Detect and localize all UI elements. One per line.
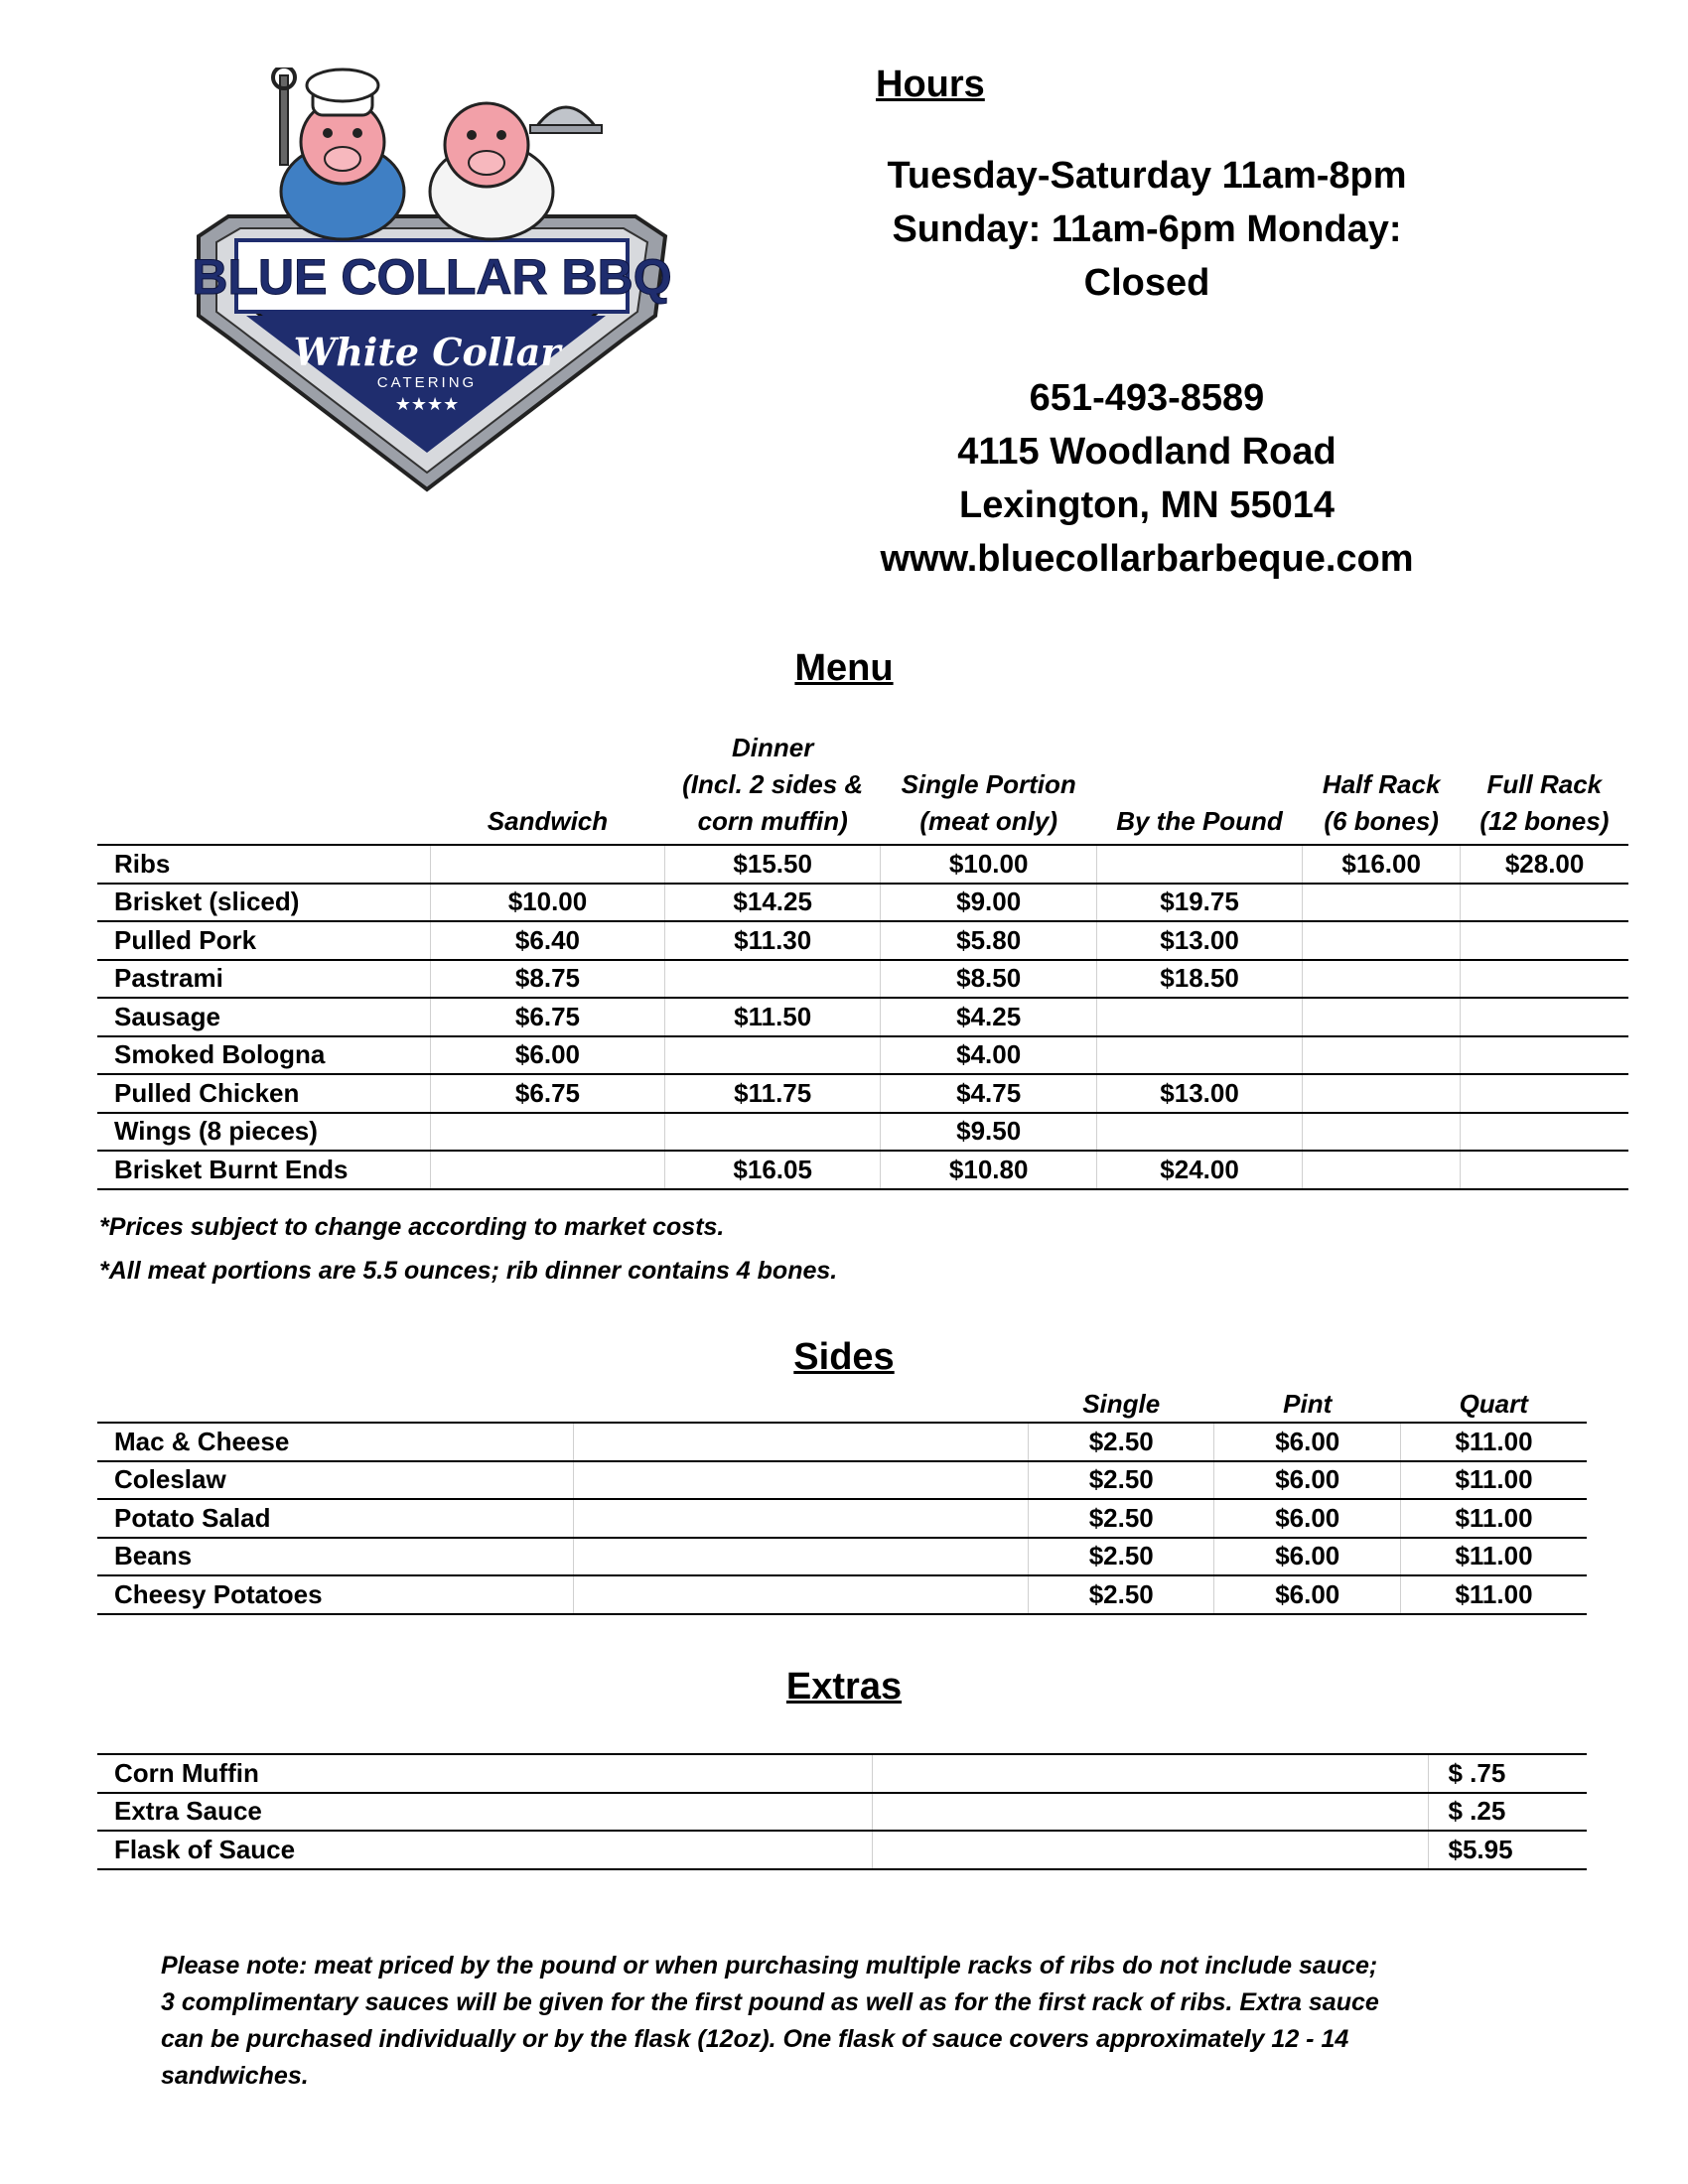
- side-price-quart: $11.00: [1400, 1575, 1587, 1614]
- menu-price-sandwich: $6.40: [430, 921, 664, 960]
- extras-title: Extras: [785, 1666, 903, 1707]
- menu-price-dinner: [664, 960, 881, 999]
- menu-price-single: $9.50: [881, 1113, 1097, 1152]
- menu-item-name: Sausage: [97, 998, 430, 1036]
- street-address: 4115 Woodland Road: [957, 431, 1336, 473]
- extras-spacer-cell: [872, 1793, 1428, 1832]
- footnote-line: sandwiches.: [161, 2062, 309, 2090]
- side-price-pint: $6.00: [1214, 1538, 1401, 1576]
- menu-item-name: Wings (8 pieces): [97, 1113, 430, 1152]
- hours-line: Tuesday-Saturday 11am-8pm: [887, 155, 1407, 197]
- hours-title: Hours: [876, 64, 985, 105]
- menu-price-sandwich: $6.00: [430, 1036, 664, 1075]
- menu-price-single: $9.00: [881, 884, 1097, 922]
- extras-row: [97, 1793, 1587, 1832]
- left-pig-chef-icon: [273, 68, 404, 239]
- menu-row: [97, 921, 1628, 960]
- sauce-footnote: [161, 1948, 1472, 2095]
- sides-col-single: Single: [1028, 1382, 1214, 1423]
- sides-spacer-cell: [573, 1499, 1028, 1538]
- extras-spacer-cell: [872, 1754, 1428, 1793]
- menu-note-portions: *All meat portions are 5.5 ounces; rib dinner contains 4 bones.: [99, 1257, 838, 1285]
- menu-price-pound: [1096, 1036, 1302, 1075]
- side-item-name: Coleslaw: [97, 1461, 573, 1500]
- menu-row: [97, 1113, 1628, 1152]
- extras-row: [97, 1754, 1587, 1793]
- menu-item-name: Smoked Bologna: [97, 1036, 430, 1075]
- menu-price-half: [1303, 1036, 1461, 1075]
- phone-number: 651-493-8589: [1029, 377, 1265, 419]
- menu-price-dinner: [664, 1036, 881, 1075]
- menu-price-pound: $13.00: [1096, 921, 1302, 960]
- menu-price-half: [1303, 998, 1461, 1036]
- side-price-pint: $6.00: [1214, 1575, 1401, 1614]
- menu-price-dinner: $16.05: [664, 1151, 881, 1189]
- menu-price-full: [1461, 1151, 1628, 1189]
- menu-price-full: [1461, 1113, 1628, 1152]
- menu-price-pound: $13.00: [1096, 1074, 1302, 1113]
- logo-brand-text: BLUE COLLAR BBQ: [192, 249, 672, 305]
- sides-row: [97, 1499, 1587, 1538]
- menu-price-dinner: $15.50: [664, 845, 881, 884]
- logo-sub-brand-text: White Collar: [293, 330, 561, 374]
- menu-price-dinner: [664, 1113, 881, 1152]
- menu-price-sandwich: $10.00: [430, 884, 664, 922]
- city-state-zip: Lexington, MN 55014: [959, 484, 1335, 526]
- side-item-name: Cheesy Potatoes: [97, 1575, 573, 1614]
- logo-catering-text: CATERING: [376, 374, 478, 391]
- menu-row: [97, 1151, 1628, 1189]
- menu-row: [97, 845, 1628, 884]
- menu-item-name: Pulled Chicken: [97, 1074, 430, 1113]
- menu-price-sandwich: [430, 1151, 664, 1189]
- menu-price-pound: $19.75: [1096, 884, 1302, 922]
- footnote-line: 3 complimentary sauces will be given for the first pound as well as for the first rack of ribs. Extra sauce: [161, 1988, 1379, 2016]
- menu-header-row: [97, 730, 1628, 845]
- side-price-quart: $11.00: [1400, 1423, 1587, 1461]
- menu-price-half: $16.00: [1303, 845, 1461, 884]
- side-price-single: $2.50: [1028, 1461, 1214, 1500]
- extra-item-name: Flask of Sauce: [97, 1831, 872, 1869]
- sides-row: [97, 1461, 1587, 1500]
- menu-price-half: [1303, 1151, 1461, 1189]
- sides-col-quart: Quart: [1400, 1382, 1587, 1423]
- menu-price-sandwich: $8.75: [430, 960, 664, 999]
- side-price-single: $2.50: [1028, 1538, 1214, 1576]
- menu-price-sandwich: [430, 845, 664, 884]
- side-price-pint: $6.00: [1214, 1499, 1401, 1538]
- contact-info: [849, 371, 1445, 586]
- menu-price-single: $10.80: [881, 1151, 1097, 1189]
- footnote-line: Please note: meat priced by the pound or when purchasing multiple racks of ribs do not include sauce;: [161, 1952, 1378, 1979]
- menu-price-pound: [1096, 1113, 1302, 1152]
- side-price-single: $2.50: [1028, 1423, 1214, 1461]
- sides-spacer-cell: [573, 1575, 1028, 1614]
- menu-row: [97, 1074, 1628, 1113]
- side-item-name: Mac & Cheese: [97, 1423, 573, 1461]
- menu-price-full: [1461, 921, 1628, 960]
- sides-row: [97, 1538, 1587, 1576]
- menu-price-full: $28.00: [1461, 845, 1628, 884]
- menu-price-half: [1303, 1113, 1461, 1152]
- side-price-quart: $11.00: [1400, 1538, 1587, 1576]
- menu-price-half: [1303, 921, 1461, 960]
- side-price-single: $2.50: [1028, 1575, 1214, 1614]
- sides-title: Sides: [793, 1336, 895, 1378]
- menu-price-half: [1303, 884, 1461, 922]
- menu-item-name: Pastrami: [97, 960, 430, 999]
- sides-header-row: [97, 1382, 1587, 1423]
- sides-table: [97, 1382, 1587, 1615]
- menu-price-full: [1461, 998, 1628, 1036]
- menu-col-by-the-pound: By the Pound: [1096, 730, 1302, 845]
- side-price-pint: $6.00: [1214, 1461, 1401, 1500]
- hours-line: Closed: [1083, 262, 1210, 304]
- menu-price-single: $5.80: [881, 921, 1097, 960]
- menu-price-pound: [1096, 998, 1302, 1036]
- extra-item-price: $5.95: [1428, 1831, 1587, 1869]
- side-price-pint: $6.00: [1214, 1423, 1401, 1461]
- menu-price-single: $4.25: [881, 998, 1097, 1036]
- side-price-quart: $11.00: [1400, 1461, 1587, 1500]
- menu-price-single: $4.00: [881, 1036, 1097, 1075]
- extras-row: [97, 1831, 1587, 1869]
- hours-lines: [849, 149, 1445, 310]
- menu-table: [97, 730, 1628, 1190]
- menu-price-dinner: $11.30: [664, 921, 881, 960]
- menu-item-name: Ribs: [97, 845, 430, 884]
- menu-price-dinner: $11.75: [664, 1074, 881, 1113]
- menu-price-half: [1303, 1074, 1461, 1113]
- logo-stars: ★★★★: [394, 394, 460, 415]
- side-price-quart: $11.00: [1400, 1499, 1587, 1538]
- menu-price-single: $8.50: [881, 960, 1097, 999]
- menu-price-full: [1461, 960, 1628, 999]
- extras-table: [97, 1753, 1587, 1870]
- sides-spacer-cell: [573, 1461, 1028, 1500]
- extra-item-name: Extra Sauce: [97, 1793, 872, 1832]
- side-item-name: Beans: [97, 1538, 573, 1576]
- menu-row: [97, 884, 1628, 922]
- hours-line: Sunday: 11am-6pm Monday:: [892, 208, 1402, 250]
- side-item-name: Potato Salad: [97, 1499, 573, 1538]
- menu-price-single: $4.75: [881, 1074, 1097, 1113]
- menu-col-sandwich: Sandwich: [430, 730, 664, 845]
- menu-title: Menu: [794, 647, 894, 689]
- menu-price-half: [1303, 960, 1461, 999]
- menu-price-pound: $24.00: [1096, 1151, 1302, 1189]
- sides-spacer-cell: [573, 1423, 1028, 1461]
- menu-col-dinner: Dinner (Incl. 2 sides & corn muffin): [664, 730, 881, 845]
- menu-price-full: [1461, 1036, 1628, 1075]
- menu-price-sandwich: $6.75: [430, 998, 664, 1036]
- sides-row: [97, 1575, 1587, 1614]
- menu-price-dinner: $11.50: [664, 998, 881, 1036]
- menu-price-dinner: $14.25: [664, 884, 881, 922]
- menu-item-name: Brisket Burnt Ends: [97, 1151, 430, 1189]
- menu-row: [97, 1036, 1628, 1075]
- extra-item-price: $ .75: [1428, 1754, 1587, 1793]
- menu-col-single-portion: Single Portion (meat only): [881, 730, 1097, 845]
- menu-note-prices: *Prices subject to change according to market costs.: [99, 1213, 725, 1241]
- menu-price-pound: $18.50: [1096, 960, 1302, 999]
- menu-row: [97, 960, 1628, 999]
- menu-row: [97, 998, 1628, 1036]
- sides-spacer-cell: [573, 1538, 1028, 1576]
- menu-price-sandwich: [430, 1113, 664, 1152]
- menu-price-full: [1461, 884, 1628, 922]
- menu-col-full-rack: Full Rack (12 bones): [1461, 730, 1628, 845]
- menu-price-single: $10.00: [881, 845, 1097, 884]
- sides-col-pint: Pint: [1214, 1382, 1401, 1423]
- blue-collar-bbq-logo: [189, 68, 675, 494]
- menu-item-name: Brisket (sliced): [97, 884, 430, 922]
- menu-col-half-rack: Half Rack (6 bones): [1303, 730, 1461, 845]
- footnote-line: can be purchased individually or by the flask (12oz). One flask of sauce covers approximately 12 - 14: [161, 2025, 1349, 2053]
- extras-spacer-cell: [872, 1831, 1428, 1869]
- extra-item-price: $ .25: [1428, 1793, 1587, 1832]
- side-price-single: $2.50: [1028, 1499, 1214, 1538]
- menu-price-pound: [1096, 845, 1302, 884]
- menu-col-item: [97, 730, 430, 845]
- menu-price-sandwich: $6.75: [430, 1074, 664, 1113]
- website-link[interactable]: www.bluecollarbarbeque.com: [880, 538, 1414, 580]
- sides-row: [97, 1423, 1587, 1461]
- extra-item-name: Corn Muffin: [97, 1754, 872, 1793]
- menu-item-name: Pulled Pork: [97, 921, 430, 960]
- menu-price-full: [1461, 1074, 1628, 1113]
